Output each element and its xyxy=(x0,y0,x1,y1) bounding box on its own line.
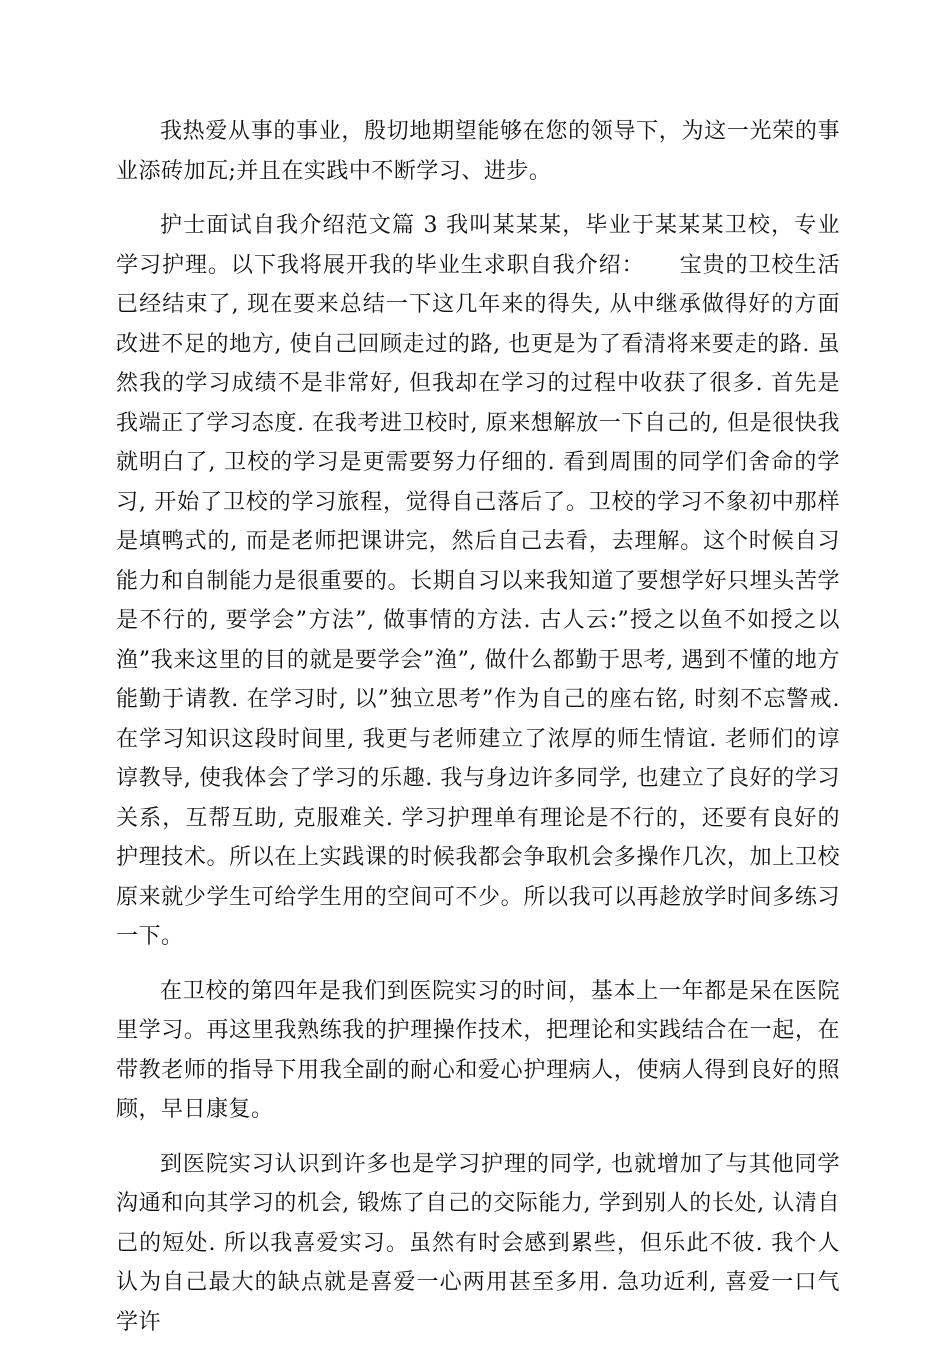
paragraph: 护士面试自我介绍范文篇 3 我叫某某某，毕业于某某某卫校，专业学习护理。以下我将展开我的毕业生求职自我介绍： 宝贵的卫校生活已经结束了, 现在要来总结一下这几年来的得失, 从中继承做得好的方面改进不足的地方, 使自己回顾走过的路, 也更是为了看清将来要走的路. 虽然我的学习成绩不是非常好, 但我却在学习的过程中收获了很多. 首先是我端正了学习态度. 在我考进卫校时, 原来想解放一下自己的, 但是很快我就明白了, 卫校的学习是更需要努力仔细的. 看到周围的同学们舍命的学习, 开始了卫校的学习旅程，觉得自己落后了。卫校的学习不象初中那样是填鸭式的, 而是老师把课讲完，然后自己去看，去理解。这个时候自习能力和自制能力是很重要的。长期自习以来我知道了要想学好只埋头苦学是不行的, 要学会”方法”, 做事情的方法. 古人云:”授之以鱼不如授之以渔”我来这里的目的就是要学会”渔”, 做什么都勤于思考, 遇到不懂的地方能勤于请教. 在学习时, 以”独立思考”作为自己的座右铭, 时刻不忘警戒. 在学习知识这段时间里, 我更与老师建立了浓厚的师生情谊. 老师们的谆谆教导, 使我体会了学习的乐趣. 我与身边许多同学, 也建立了良好的学习关系，互帮互助, 克服难关. 学习护理单有理论是不行的，还要有良好的护理技术。所以在上实践课的时候我都会争取机会多操作几次，加上卫校原来就少学生可给学生用的空间可不少。所以我可以再趁放学时间多练习一下。 xyxy=(116,213,848,949)
paragraph: 在卫校的第四年是我们到医院实习的时间，基本上一年都是呆在医院里学习。再这里我熟练我的护理操作技术，把理论和实践结合在一起，在带教老师的指导下用我全副的耐心和爱心护理病人，使病人得到良好的照顾，早日康复。 xyxy=(116,978,840,1122)
document-body xyxy=(116,112,848,1357)
paragraph: 到医院实习认识到许多也是学习护理的同学, 也就增加了与其他同学沟通和向其学习的机会, 锻炼了自己的交际能力, 学到别人的长处, 认清自己的短处. 所以我喜爱实习。虽然有时会感到累些，但乐此不彼. 我个人认为自己最大的缺点就是喜爱一心两用甚至多用. 急功近利, 喜爱一口气学许 xyxy=(116,1151,840,1335)
paragraph: 我热爱从事的事业，殷切地期望能够在您的领导下，为这一光荣的事业添砖加瓦;并且在实践中不断学习、进步。 xyxy=(116,119,840,184)
